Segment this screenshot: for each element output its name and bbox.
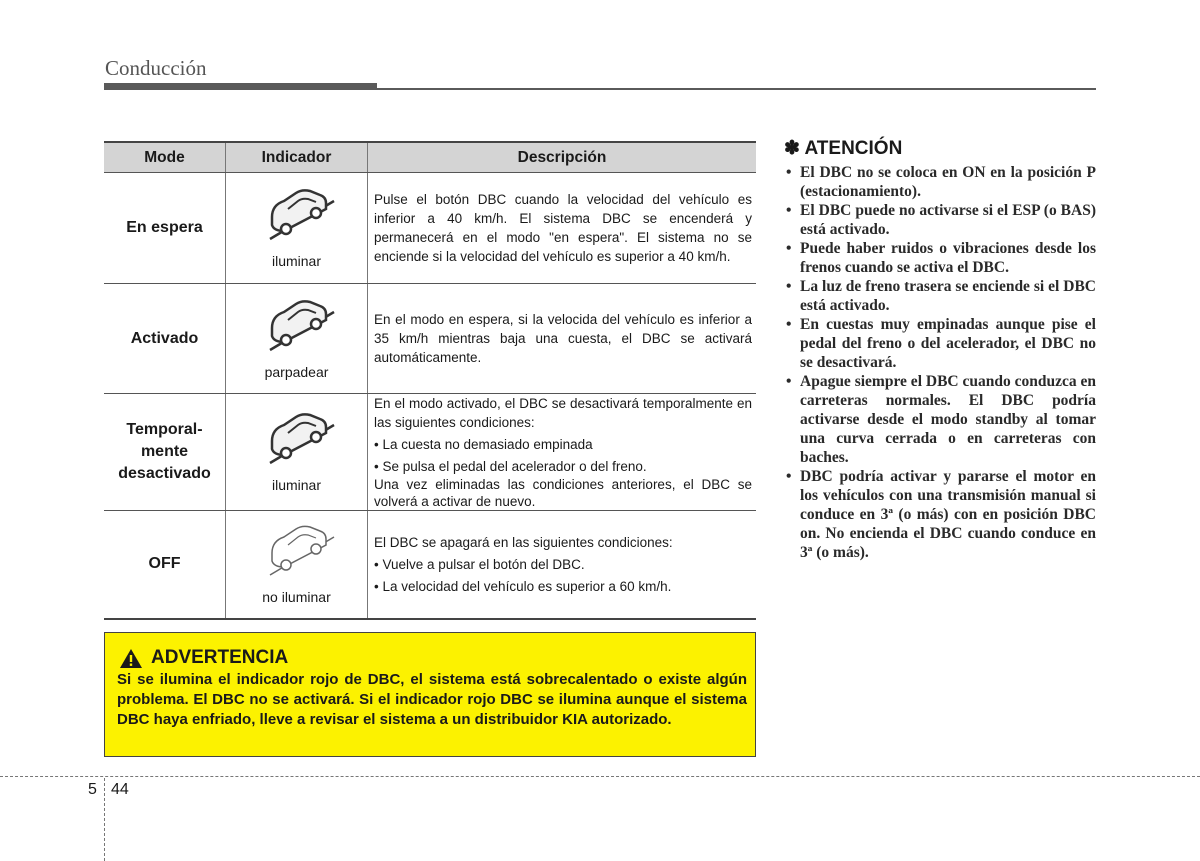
list-item: • Apague siempre el DBC cuando conduzca en carreteras normales. El DBC podría activarse desde el modo standby al tomar una curva cerrada o en carreteras con baches. <box>784 372 1096 467</box>
list-item: • El DBC no se coloca en ON en la posición P (estacionamiento). <box>784 163 1096 201</box>
mode-cell: OFF <box>104 511 226 619</box>
table-row <box>104 394 756 511</box>
column-header-mode: Mode <box>104 142 226 173</box>
indicator-cell <box>226 394 368 511</box>
page-header-title: Conducción <box>105 56 207 80</box>
warning-text: Si se ilumina el indicador rojo de DBC, el sistema está sobrecalentado o existe algún problema. El DBC no se activará. Si el indicador rojo DBC se ilumina aunque el sistema DBC haya enfriado, lleve a revisar el sistema a un distribuidor KIA autorizado. <box>117 671 747 728</box>
mode-cell <box>104 394 226 511</box>
indicator-label: iluminar <box>271 477 321 493</box>
mode-text-line: mente <box>140 443 189 460</box>
table-header-row <box>104 142 756 173</box>
description-text: Pulse el botón DBC cuando la velocidad del vehículo es inferior a 40 km/h. El sistema DBC se encenderá y permanecerá en el modo "en espera". El sistema no se enciende si la velocidad del vehículo es superior a 40 km/h. <box>374 192 752 264</box>
description-bullet: • Vuelve a pulsar el botón del DBC. <box>374 556 585 572</box>
description-bullet: • La cuesta no demasiado empinada <box>374 437 593 452</box>
table-row <box>104 284 756 394</box>
description-intro: En el modo activado, el DBC se desactivará temporalmente en las siguientes condiciones: <box>374 396 752 430</box>
table-row <box>104 511 756 619</box>
dbc-hill-descent-icon <box>264 187 342 249</box>
warning-box <box>104 632 756 757</box>
attention-list <box>784 163 1096 562</box>
dbc-hill-descent-icon <box>264 411 342 473</box>
warning-title: ADVERTENCIA <box>151 647 289 668</box>
description-cell <box>368 394 757 511</box>
mode-text-line: Temporal- <box>126 421 203 438</box>
mode-cell: En espera <box>104 173 226 284</box>
table-row <box>104 173 756 284</box>
page-number: 44 <box>111 781 129 798</box>
dbc-hill-descent-off-icon <box>264 523 342 585</box>
indicator-cell <box>226 173 368 284</box>
dbc-mode-table <box>104 141 756 620</box>
list-item: • En cuestas muy empinadas aunque pise el pedal del freno o del acelerador, el DBC no se desactivará. <box>784 315 1096 372</box>
indicator-cell <box>226 284 368 394</box>
indicator-label: parpadear <box>264 363 329 380</box>
description-bullet: • La velocidad del vehículo es superior a 60 km/h. <box>374 578 672 594</box>
description-cell <box>368 511 757 619</box>
indicator-cell <box>226 511 368 619</box>
footer-vertical-divider <box>104 778 105 861</box>
attention-title: ✽ ATENCIÓN <box>784 138 903 159</box>
mode-cell: Activado <box>104 284 226 394</box>
description-text: En el modo en espera, si la velocida del vehículo es inferior a 35 km/h mientras baja una cuesta, el DBC se activará automáticamente. <box>374 312 752 365</box>
footer-divider <box>0 776 1200 777</box>
list-item: • La luz de freno trasera se enciende si el DBC está activado. <box>784 277 1096 315</box>
warning-triangle-icon <box>119 648 143 669</box>
list-item: • El DBC puede no activarse si el ESP (o BAS) está activado. <box>784 201 1096 239</box>
description-bullet: • Se pulsa el pedal del acelerador o del freno. <box>374 459 647 474</box>
column-header-description: Descripción <box>368 142 757 173</box>
warning-heading <box>119 647 288 669</box>
indicator-label: iluminar <box>271 253 321 269</box>
list-item: • DBC podría activar y pararse el motor en los vehículos con una transmisión manual si conduce en 3ª (o más) con en posición DBC on. No encienda el DBC cuando conduce en 3ª (o más). <box>784 467 1096 562</box>
description-intro: El DBC se apagará en las siguientes condiciones: <box>374 534 673 550</box>
description-cell <box>368 284 757 394</box>
header-rule <box>104 88 1096 90</box>
list-item: • Puede haber ruidos o vibraciones desde los frenos cuando se activa el DBC. <box>784 239 1096 277</box>
column-header-indicator: Indicador <box>226 142 368 173</box>
indicator-label: no iluminar <box>262 589 331 606</box>
description-cell <box>368 173 757 284</box>
description-outro: Una vez eliminadas las condiciones anteriores, el DBC se volverá a activar de nuevo. <box>374 477 752 509</box>
section-number: 5 <box>88 781 97 798</box>
dbc-hill-descent-icon <box>264 298 342 360</box>
mode-text-line: desactivado <box>118 465 211 482</box>
